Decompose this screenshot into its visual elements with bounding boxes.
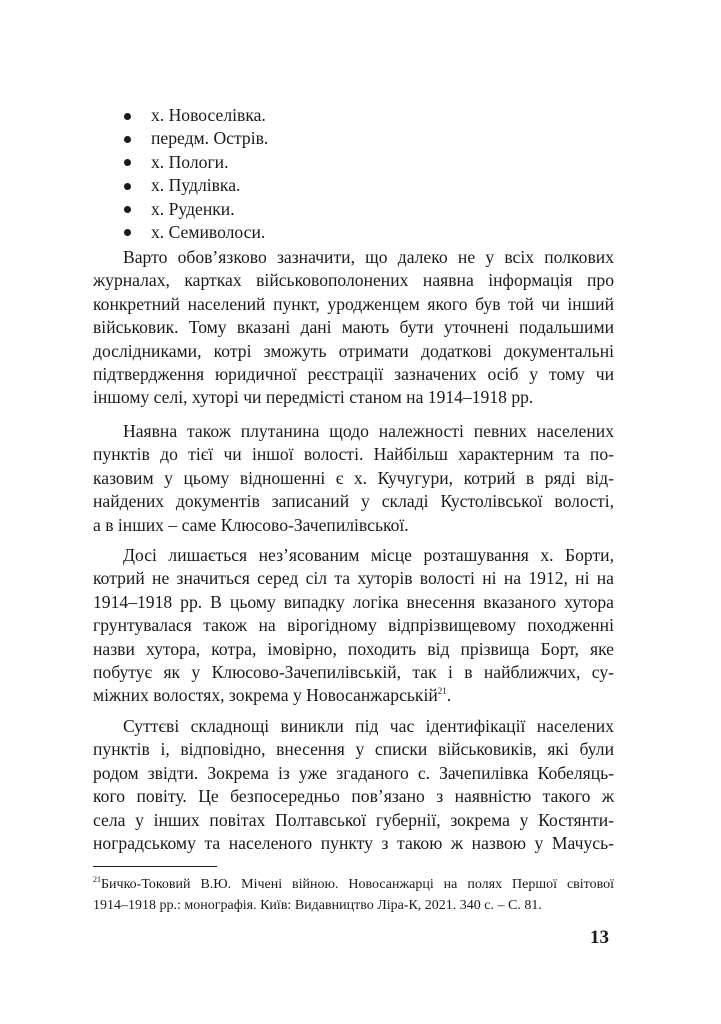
paragraph-identification-issues: [93, 715, 614, 855]
list-item: х. Руденки.: [122, 198, 268, 221]
footnote-divider: [93, 866, 217, 867]
text-line: дослідниками, котрі зможуть отримати додаткові документальні: [93, 340, 614, 361]
text-line: конкретний населений пункт, уродженцем якого був той чи інший: [93, 293, 614, 314]
text-line: ноградському та населеного пункту з такою ж назвою у Мачусь-: [93, 832, 614, 853]
footnote-number: 21: [93, 875, 101, 884]
text-line: військовик. Тому вказані дані мають бути уточнені подальшими: [93, 317, 614, 338]
list-item: х. Пологи.: [122, 151, 268, 174]
text-line: назви хутора, котра, імовірно, походить від прізвища Борт, яке: [93, 638, 614, 659]
bullet-icon: [124, 183, 131, 190]
text-line: побутує як у Клюсово-Зачепилівській, так і в найближчих, су-: [93, 661, 614, 682]
text-line: 1914–1918 рр. В цьому випадку логіка внесення вказаного хутора: [93, 591, 614, 612]
footnote-line: $^{21}$Бичко-Токовий В.Ю. Мічені війною. Новосанжарці на полях Першої світової: [93, 875, 614, 892]
text-line: села у інших повітах Полтавської губернії, зокрема у Костянти-: [93, 809, 614, 830]
paragraph-volost-confusion: [93, 420, 614, 537]
footnote: [93, 874, 614, 916]
text-line: Досі лишається нез’ясованим місце розташування х. Борти,: [123, 545, 614, 565]
page-number: 13: [590, 927, 609, 948]
text-line: Суттєві складнощі виникли під час ідентифікації населених: [123, 716, 614, 736]
text-line: пунктів до тієї чи іншої волості. Найбільш характерним та по-: [93, 444, 614, 465]
bullet-icon: [124, 229, 131, 236]
text-line: журналах, картках військовополонених наявна інформація про: [93, 270, 614, 291]
paragraph-verification-note: [93, 246, 614, 410]
text-line: іншому селі, хуторі чи передмісті станом на 1914–1918 рр.: [93, 387, 534, 408]
text-line: підтвердження юридичної реєстрації зазначених осіб у тому чи: [93, 363, 614, 384]
text-line: міжних волостях, зокрема у Новосанжарській$^{21}$.: [93, 685, 452, 706]
list-item: х. Семиволоси.: [122, 221, 268, 244]
text-line: найдених документів записаний у складі Кустолівської волості,: [93, 491, 614, 512]
text-line: Наявна також плутанина щодо належності певних населених: [123, 421, 614, 441]
list-item: передм. Острів.: [122, 127, 268, 150]
text-line: Варто обов’язково зазначити, що далеко не у всіх полкових: [123, 247, 614, 267]
footnote-reference: 21: [437, 686, 447, 697]
text-line: а в інших – саме Клюсово-Зачепилівської.: [93, 514, 409, 535]
list-item: х. Пудлівка.: [122, 174, 268, 197]
footnote-line: 1914–1918 рр.: монографія. Київ: Видавництво Ліра-К, 2021. 340 с. – С. 81.: [93, 898, 542, 913]
text-line: кого повіту. Це безпосередньо пов’язано з наявністю такого ж: [93, 786, 614, 807]
text-line: котрий не значиться серед сіл та хуторів волості ні на 1912, ні на: [93, 568, 614, 589]
paragraph-borty-location: [93, 544, 614, 708]
text-line: грунтувалася також на вірогідному відпрізвищевому походженні: [93, 615, 614, 636]
bullet-icon: [124, 159, 131, 166]
bullet-icon: [124, 136, 131, 143]
list-item: х. Новоселівка.: [122, 104, 268, 127]
bullet-icon: [124, 113, 131, 120]
text-line: казовим у цьому відношенні є х. Кучугури, котрий в ряді від-: [93, 467, 614, 488]
settlement-list: [122, 104, 268, 244]
bullet-icon: [124, 206, 131, 213]
text-line: родом звідти. Зокрема із уже згаданого с. Зачепилівка Кобеляць-: [93, 762, 614, 783]
text-line: пунктів і, відповідно, внесення у списки військовиків, які були: [93, 739, 614, 760]
